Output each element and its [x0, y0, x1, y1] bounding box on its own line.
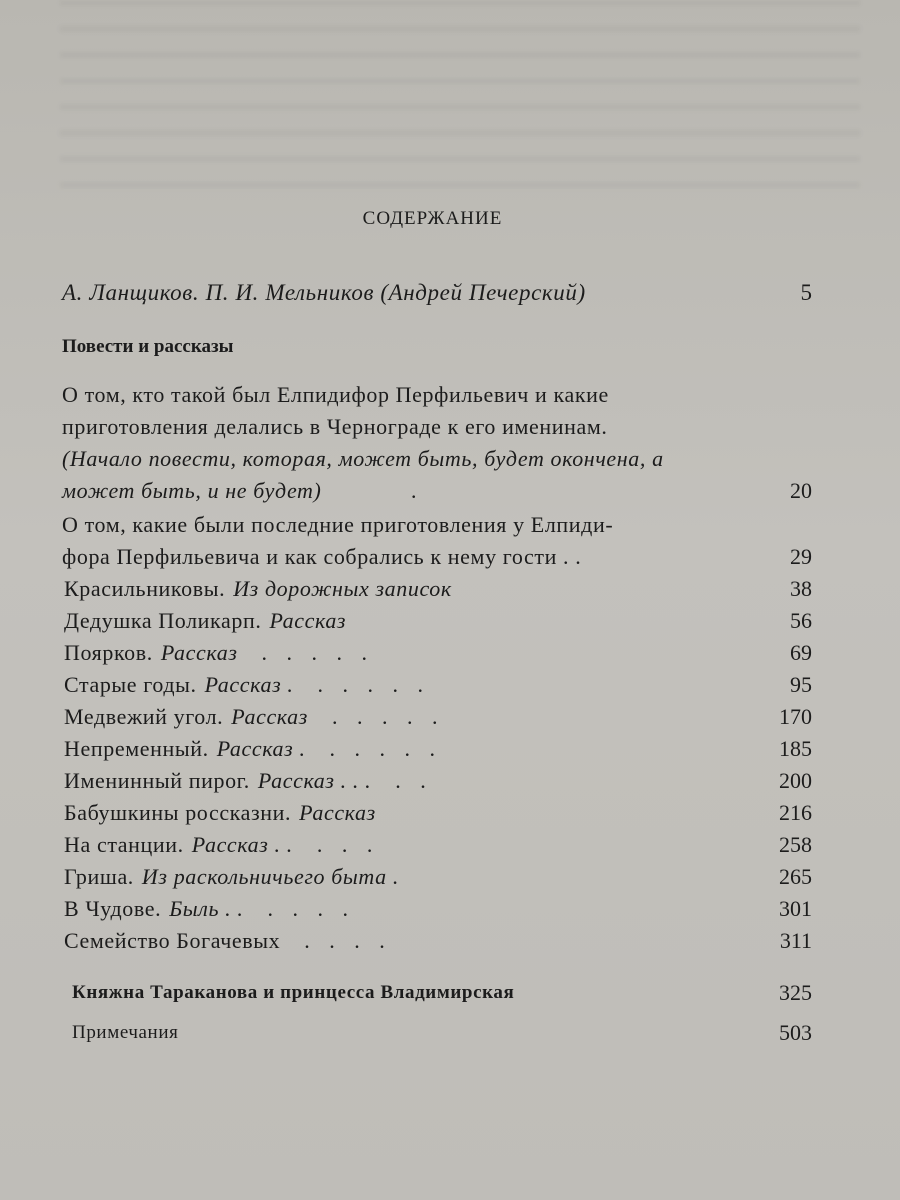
entry-page: 69: [790, 640, 812, 665]
entry-title: [64, 704, 444, 730]
entry-title-line: фора Перфильевича и как собрались к нему гости . .: [62, 544, 582, 569]
entry-title-text: В Чудове.: [64, 896, 162, 921]
entry-title: [64, 896, 355, 922]
entry-title: Княжна Тараканова и принцесса Владимирская: [72, 982, 515, 1003]
entry-title-text: Медвежий угол.: [64, 704, 224, 729]
leader-dots: . . .: [316, 832, 380, 857]
entry-page: 301: [779, 896, 812, 921]
entry-page: 503: [779, 1020, 812, 1045]
entry-page: 216: [779, 800, 812, 825]
entry-page: 265: [779, 864, 812, 889]
leader-dots: . . . . .: [331, 704, 445, 729]
entry-page: 311: [779, 928, 812, 953]
leader-dots: . . . .: [304, 928, 392, 953]
leader-dots: . . . .: [267, 896, 355, 921]
entry-title-text: Именинный пирог.: [64, 768, 250, 793]
leader-dots: . .: [395, 768, 433, 793]
leader-dots: . . . . .: [329, 736, 443, 761]
entry-title: [64, 832, 379, 858]
entry-subtitle-line: может быть, и не будет) .: [62, 478, 418, 503]
entry-title: [64, 864, 399, 890]
entry-subtitle-line: (Начало повести, которая, может быть, будет окончена, а: [62, 446, 664, 471]
entry-title-text: На станции.: [64, 832, 184, 857]
entry-title-text: Старые годы.: [64, 672, 197, 697]
entry-title: [64, 672, 430, 698]
entry-title: Примечания: [72, 1022, 179, 1043]
entry-genre: Рассказ: [160, 640, 238, 665]
entry-genre: Рассказ: [269, 608, 347, 633]
page-title: СОДЕРЖАНИЕ: [362, 208, 503, 229]
entry-page: 200: [779, 768, 812, 793]
entry-title-text: Семейство Богачевых: [64, 928, 281, 953]
entry-page: 170: [779, 704, 812, 729]
entry-title: [64, 928, 392, 954]
entry-page: 20: [790, 478, 812, 503]
entry-title-text: Непременный.: [64, 736, 209, 761]
entry-page: 29: [790, 544, 812, 569]
entry-genre: Рассказ . .: [191, 832, 293, 857]
entry-title: [64, 608, 346, 634]
entry-title: [64, 576, 452, 602]
entry-page: 185: [779, 736, 812, 761]
entry-page: 38: [790, 576, 812, 601]
entry-title-line: О том, какие были последние приготовления у Елпиди-: [62, 512, 614, 537]
entry-title-line: О том, кто такой был Елпидифор Перфильевич и какие: [62, 382, 609, 407]
entry-genre: Из раскольничьего быта .: [141, 864, 399, 889]
entry-title-text: Дедушка Поликарп.: [64, 608, 262, 633]
entry-genre: Быль . .: [169, 896, 244, 921]
entry-genre: Рассказ .: [204, 672, 294, 697]
entry-page: 258: [779, 832, 812, 857]
entry-title: [64, 736, 442, 762]
entry-page: 325: [779, 980, 812, 1005]
entry-genre: Рассказ . . .: [257, 768, 372, 793]
entry-title-text: Бабушкины россказни.: [64, 800, 292, 825]
entry-title-line: приготовления делались в Чернограде к его именинам.: [62, 414, 608, 439]
entry-title-text: Красильниковы.: [64, 576, 226, 601]
leader-dots: . . . . .: [317, 672, 430, 697]
entry-page: 5: [800, 280, 812, 305]
bleed-through-text: [60, 0, 860, 190]
entry-genre: Рассказ: [299, 800, 376, 825]
entry-title: [64, 800, 376, 826]
leader-dots: . . . . .: [261, 640, 375, 665]
entry-genre: Рассказ .: [216, 736, 306, 761]
entry-title: [64, 640, 374, 666]
entry-genre: Из дорожных записок: [233, 576, 452, 601]
entry-genre: Рассказ: [231, 704, 308, 729]
section-heading: Повести и рассказы: [62, 336, 234, 357]
entry-title: [64, 768, 433, 794]
entry-title: А. Ланщиков. П. И. Мельников (Андрей Печерский): [62, 280, 586, 305]
entry-title-text: Поярков.: [64, 640, 153, 665]
entry-page: 56: [790, 608, 812, 633]
entry-page: 95: [790, 672, 812, 697]
entry-title-text: Гриша.: [64, 864, 134, 889]
